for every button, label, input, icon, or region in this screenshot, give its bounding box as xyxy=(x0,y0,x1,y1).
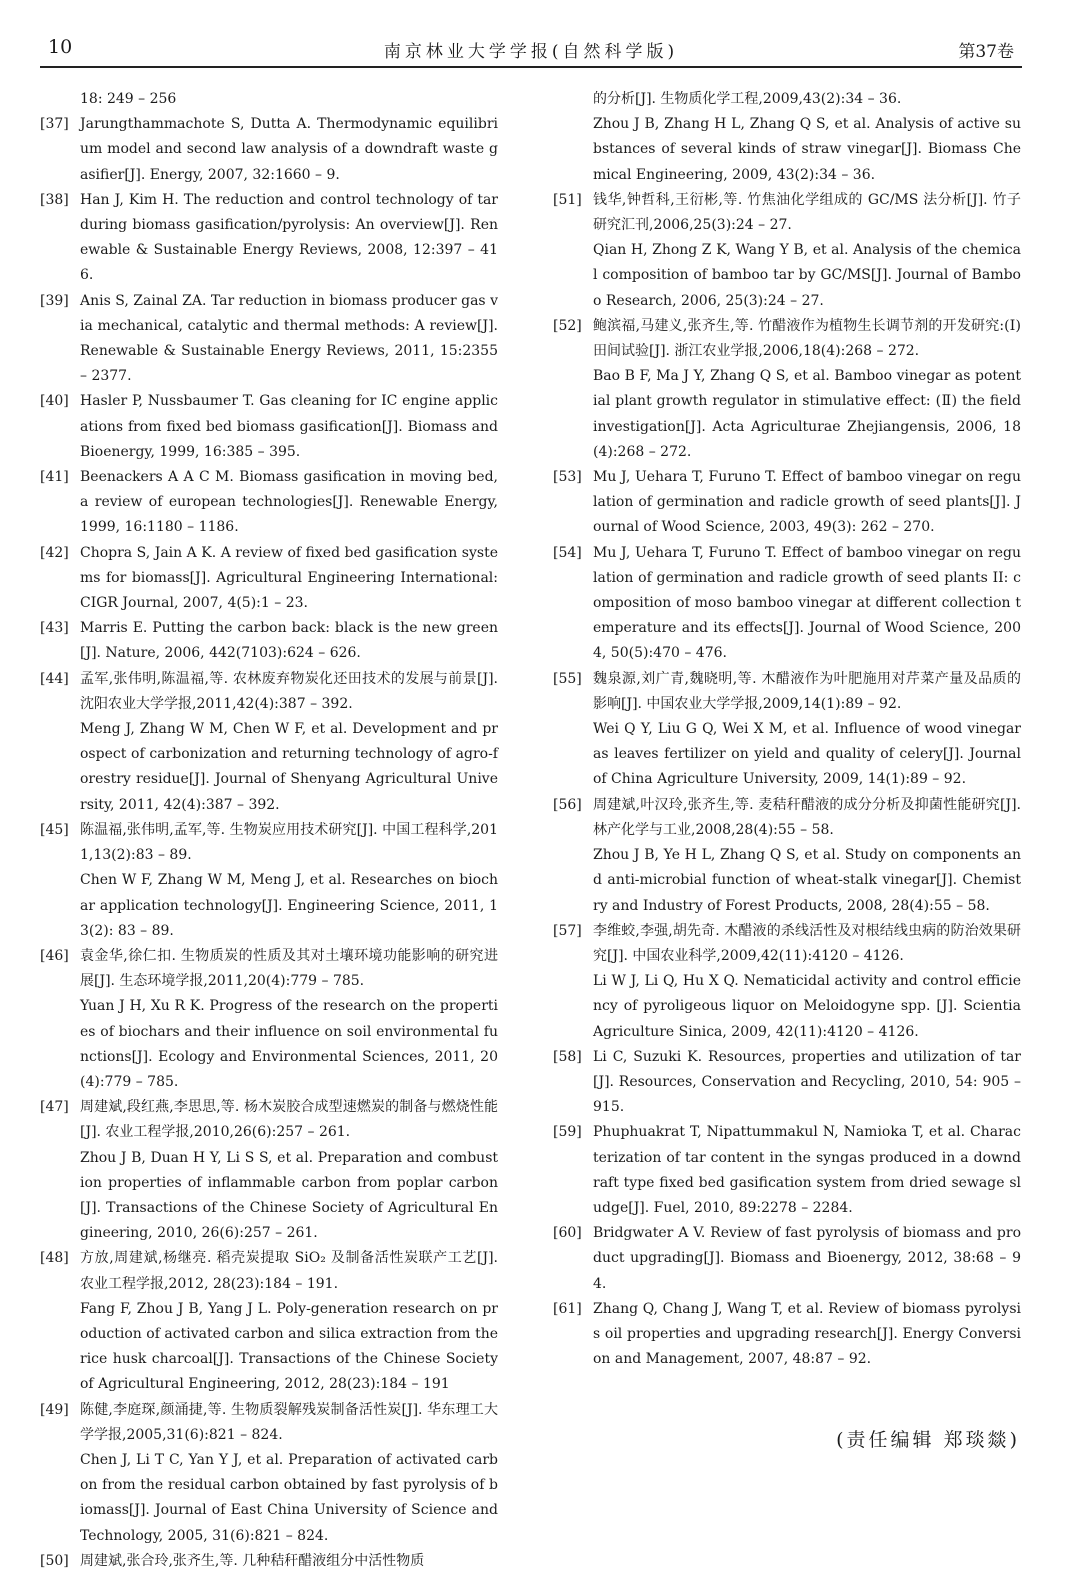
reference-number: [37] xyxy=(40,116,69,133)
reference-text: Fang F, Zhou J B, Yang J L. Poly-generation research on production of activated carbon and silica extraction from the rice husk charcoal[J]. Transactions of the Chinese Society of Agricultural Engineering, 2012, 28(23):184 – 191 xyxy=(80,1300,498,1393)
reference-text: 袁金华,徐仁扣. 生物质炭的性质及其对土壤环境功能影响的研究进展[J]. 生态环境学报,2011,20(4):779 – 785. xyxy=(80,947,498,990)
reference-number: [52] xyxy=(553,317,582,334)
reference-text: 魏泉源,刘广青,魏晓明,等. 木醋液作为叶肥施用对芹菜产量及品质的影响[J]. 中国农业大学学报,2009,14(1):89 – 92. xyxy=(593,670,1021,712)
reference-text: Anis S, Zainal ZA. Tar reduction in biomass producer gas via mechanical, catalytic and thermal methods: A review[J]. Renewable & Sustainable Energy Reviews, 2011, 15:2355 – 2377. xyxy=(80,292,498,385)
reference-number: [45] xyxy=(40,821,69,838)
reference-number: [38] xyxy=(40,191,69,208)
reference-entry xyxy=(40,1398,498,1549)
reference-entry xyxy=(553,1221,1021,1297)
reference-entry xyxy=(553,1045,1021,1121)
reference-text: 周建斌,叶汉玲,张齐生,等. 麦秸秆醋液的成分分析及抑菌性能研究[J]. 林产化学与工业,2008,28(4):55 – 58. xyxy=(593,796,1021,838)
reference-text: 孟军,张伟明,陈温福,等. 农林废弃物炭化还田技术的发展与前景[J]. 沈阳农业大学学报,2011,42(4):387 – 392. xyxy=(80,670,498,712)
reference-text: Beenackers A A C M. Biomass gasification in moving bed, a review of european technologies[J]. Renewable Energy, 1999, 16:1180 – 1186. xyxy=(80,469,498,536)
reference-text: 的分析[J]. 生物质化学工程,2009,43(2):34 – 36. xyxy=(593,91,902,107)
reference-entry xyxy=(553,919,1021,1045)
reference-number: [61] xyxy=(553,1300,582,1317)
reference-text: Marris E. Putting the carbon back: black is the new green[J]. Nature, 2006, 442(7103):624 – 626. xyxy=(80,620,498,662)
reference-text: Mu J, Uehara T, Furuno T. Effect of bamboo vinegar on regulation of germination and radicle growth of seed plants II: composition of moso bamboo vinegar at different collection temperature and its effects[J]. Journal of Wood Science, 2004, 50(5):470 – 476. xyxy=(593,544,1021,662)
reference-number: [44] xyxy=(40,670,69,687)
reference-text: 周建斌,张合玲,张齐生,等. 几种秸秆醋液组分中活性物质 xyxy=(80,1552,425,1569)
reference-entry xyxy=(40,112,498,188)
reference-entry xyxy=(40,616,498,666)
reference-number: [54] xyxy=(553,544,582,561)
reference-entry xyxy=(40,818,498,944)
reference-text: Wei Q Y, Liu G Q, Wei X M, et al. Influence of wood vinegar as leaves fertilizer on yield and quality of celery[J]. Journal of China Agriculture University, 2009, 14(1):89 – 92. xyxy=(593,721,1021,788)
reference-entry xyxy=(40,667,498,818)
reference-text: 方放,周建斌,杨继亮. 稻壳炭提取 SiO₂ 及制备活性炭联产工艺[J]. 农业工程学报,2012, 28(23):184 – 191. xyxy=(80,1250,498,1292)
reference-entry xyxy=(40,541,498,617)
reference-entry xyxy=(553,188,1021,314)
reference-number: [48] xyxy=(40,1250,69,1267)
references-left-column xyxy=(40,87,498,1574)
reference-entry xyxy=(40,389,498,465)
reference-entry xyxy=(553,793,1021,919)
reference-text: Han J, Kim H. The reduction and control technology of tar during biomass gasification/pyrolysis: An overview[J]. Renewable & Sustainable Energy Reviews, 2008, 12:397 – 416. xyxy=(80,191,498,284)
reference-entry xyxy=(40,1246,498,1397)
reference-number: [57] xyxy=(553,922,582,939)
reference-number: [43] xyxy=(40,620,69,637)
reference-entry xyxy=(553,87,1021,188)
reference-entry xyxy=(553,465,1021,541)
reference-entry xyxy=(553,314,1021,465)
reference-text: Hasler P, Nussbaumer T. Gas cleaning for IC engine applications from fixed bed biomass gasification[J]. Biomass and Bioenergy, 1999, 16:385 – 395. xyxy=(80,393,498,460)
reference-number: [53] xyxy=(553,469,582,486)
volume-label: 第37卷 xyxy=(958,42,1014,62)
reference-text: 钱华,钟哲科,王衍彬,等. 竹焦油化学组成的 GC/MS 法分析[J]. 竹子研究汇刊,2006,25(3):24 – 27. xyxy=(593,191,1021,234)
reference-entry xyxy=(40,188,498,289)
reference-entry xyxy=(40,465,498,541)
reference-text: 周建斌,段红燕,李思思,等. 杨木炭胶合成型速燃炭的制备与燃烧性能[J]. 农业工程学报,2010,26(6):257 – 261. xyxy=(80,1099,498,1141)
reference-number: [49] xyxy=(40,1401,69,1418)
reference-number: [46] xyxy=(40,947,69,964)
reference-number: [56] xyxy=(553,796,582,813)
reference-entry xyxy=(40,944,498,1095)
reference-entry xyxy=(553,667,1021,793)
reference-entry xyxy=(553,1297,1021,1373)
editor-credit: (责任编辑 郑琰燚) xyxy=(836,1429,1020,1451)
reference-number: [55] xyxy=(553,670,582,687)
reference-text: Phuphuakrat T, Nipattummakul N, Namioka T, et al. Characterization of tar content in the syngas produced in a downdraft type fixed bed gasification system from dried sewage sludge[J]. Fuel, 2010, 89:2278 – 2284. xyxy=(593,1124,1021,1216)
reference-entry xyxy=(40,1549,498,1574)
reference-number: [40] xyxy=(40,393,69,410)
reference-text: Bridgwater A V. Review of fast pyrolysis of biomass and product upgrading[J]. Biomass and Bioenergy, 2012, 38:68 – 94. xyxy=(593,1225,1021,1292)
reference-text: 李维蛟,李强,胡先奇. 木醋液的杀线活性及对根结线虫病的防治效果研究[J]. 中国农业科学,2009,42(11):4120 – 4126. xyxy=(593,922,1021,964)
reference-text: Zhang Q, Chang J, Wang T, et al. Review of biomass pyrolysis oil properties and upgrading research[J]. Energy Conversion and Management, 2007, 48:87 – 92. xyxy=(593,1300,1021,1368)
reference-text: 鲍滨福,马建义,张齐生,等. 竹醋液作为植物生长调节剂的开发研究:(Ⅰ)田间试验[J]. 浙江农业学报,2006,18(4):268 – 272. xyxy=(593,317,1021,360)
references-right-column xyxy=(553,87,1021,1372)
reference-entry xyxy=(40,289,498,390)
reference-text: 18: 249 – 256 xyxy=(80,91,177,107)
reference-number: [60] xyxy=(553,1225,582,1242)
reference-number: [51] xyxy=(553,191,582,208)
reference-number: [41] xyxy=(40,469,69,486)
reference-text: Chen W F, Zhang W M, Meng J, et al. Researches on biochar application technology[J]. Engineering Science, 2011, 13(2): 83 – 89. xyxy=(80,872,498,939)
reference-entry xyxy=(553,1120,1021,1221)
reference-number: [59] xyxy=(553,1124,582,1141)
reference-entry xyxy=(553,541,1021,667)
reference-text: Zhou J B, Ye H L, Zhang Q S, et al. Study on components and anti-microbial function of wheat-stalk vinegar[J]. Chemistry and Industry of Forest Products, 2008, 28(4):55 – 58. xyxy=(593,847,1021,914)
reference-text: Li C, Suzuki K. Resources, properties and utilization of tar[J]. Resources, Conservation and Recycling, 2010, 54: 905 – 915. xyxy=(593,1048,1021,1116)
reference-number: [39] xyxy=(40,292,69,309)
reference-number: [47] xyxy=(40,1099,69,1116)
reference-text: Jarungthammachote S, Dutta A. Thermodynamic equilibrium model and second law analysis of a downdraft waste gasifier[J]. Energy, 2007, 32:1660 – 9. xyxy=(80,116,498,183)
reference-text: Meng J, Zhang W M, Chen W F, et al. Development and prospect of carbonization and returning technology of agro-forestry residue[J]. Journal of Shenyang Agricultural University, 2011, 42(4):387 – 392. xyxy=(80,721,498,813)
reference-text: 陈温福,张伟明,孟军,等. 生物炭应用技术研究[J]. 中国工程科学,2011,13(2):83 – 89. xyxy=(80,821,498,864)
page-header xyxy=(40,32,1022,68)
reference-number: [42] xyxy=(40,544,69,561)
reference-text: Li W J, Li Q, Hu X Q. Nematicidal activity and control efficiency of pyroligeous liquor on Meloidogyne spp. [J]. Scientia Agriculture Sinica, 2009, 42(11):4120 – 4126. xyxy=(593,973,1021,1040)
page-number: 10 xyxy=(48,36,73,58)
reference-text: Yuan J H, Xu R K. Progress of the research on the properties of biochars and their influence on soil environmental functions[J]. Ecology and Environmental Sciences, 2011, 20(4):779 – 785. xyxy=(80,998,498,1090)
reference-text: Zhou J B, Duan H Y, Li S S, et al. Preparation and combustion properties of inflammable carbon from poplar carbon[J]. Transactions of the Chinese Society of Agricultural Engineering, 2010, 26(6):257 – 261. xyxy=(80,1149,498,1242)
reference-text: 陈健,李庭琛,颜涌捷,等. 生物质裂解残炭制备活性炭[J]. 华东理工大学学报,2005,31(6):821 – 824. xyxy=(80,1401,498,1443)
reference-text: Chen J, Li T C, Yan Y J, et al. Preparation of activated carbon from the residual carbon obtained by fast pyrolysis of biomass[J]. Journal of East China University of Science and Technology, 2005, 31(6):821 – 824. xyxy=(80,1451,498,1544)
reference-text: Bao B F, Ma J Y, Zhang Q S, et al. Bamboo vinegar as potential plant growth regulator in stimulative effect: (Ⅱ) the field investigation[J]. Acta Agriculturae Zhejiangensis, 2006, 18(4):268 – 272. xyxy=(593,368,1021,460)
reference-text: Mu J, Uehara T, Furuno T. Effect of bamboo vinegar on regulation of germination and radicle growth of seed plants[J]. Journal of Wood Science, 2003, 49(3): 262 – 270. xyxy=(593,469,1021,536)
reference-text: Chopra S, Jain A K. A review of fixed bed gasification systems for biomass[J]. Agricultural Engineering International: CIGR Journal, 2007, 4(5):1 – 23. xyxy=(80,544,498,612)
reference-text: Qian H, Zhong Z K, Wang Y B, et al. Analysis of the chemical composition of bamboo tar by GC/MS[J]. Journal of Bamboo Research, 2006, 25(3):24 – 27. xyxy=(593,242,1021,309)
reference-number: [58] xyxy=(553,1048,582,1065)
reference-number: [50] xyxy=(40,1552,69,1569)
reference-entry xyxy=(40,87,498,112)
journal-title: 南京林业大学学报(自然科学版) xyxy=(383,42,679,62)
reference-text: Zhou J B, Zhang H L, Zhang Q S, et al. Analysis of active substances of several kinds of straw vinegar[J]. Biomass Chemical Engineering, 2009, 43(2):34 – 36. xyxy=(593,116,1021,183)
reference-entry xyxy=(40,1095,498,1246)
